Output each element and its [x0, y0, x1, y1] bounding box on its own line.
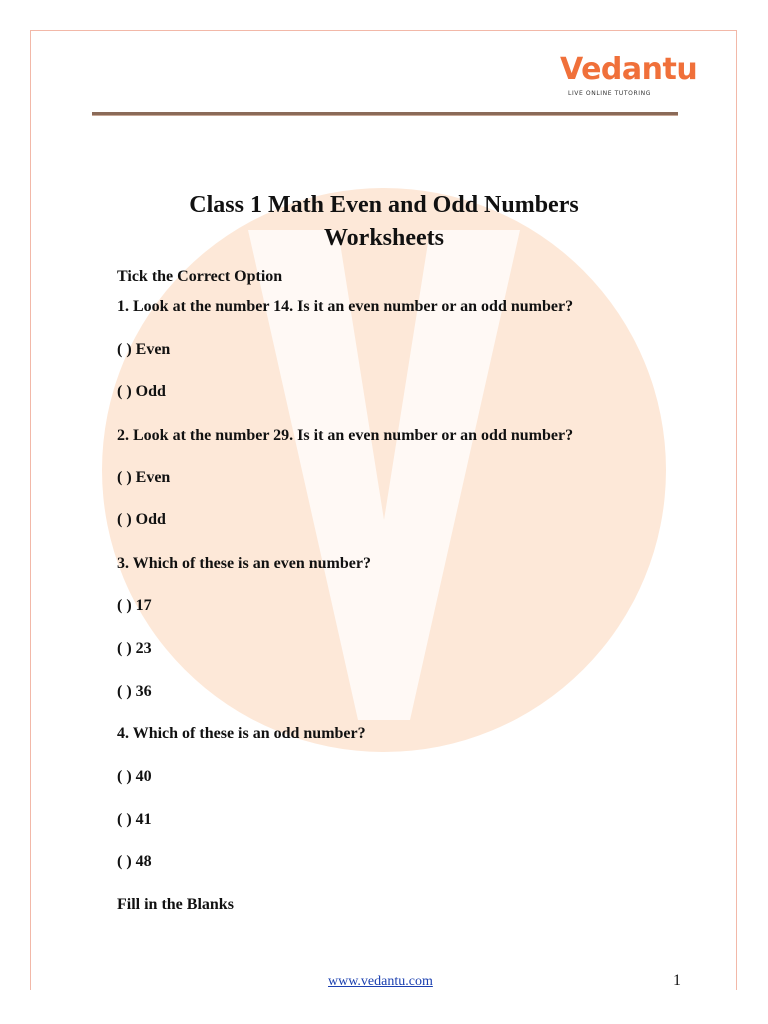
logo-tagline: LIVE ONLINE TUTORING [568, 90, 651, 97]
question-3-option-17: ( ) 17 [117, 597, 152, 614]
question-4-option-48: ( ) 48 [117, 853, 152, 870]
question-3-option-23: ( ) 23 [117, 640, 152, 657]
title-line-2: Worksheets [324, 225, 444, 251]
logo-wordmark: Vedantu [560, 52, 698, 87]
question-2: 2. Look at the number 29. Is it an even number or an odd number? [117, 427, 574, 444]
question-1-option-odd: ( ) Odd [117, 383, 166, 400]
question-4-option-41: ( ) 41 [117, 811, 152, 828]
question-4-option-40: ( ) 40 [117, 768, 152, 785]
question-3-option-36: ( ) 36 [117, 683, 152, 700]
section-heading-tick: Tick the Correct Option [117, 268, 283, 285]
question-1: 1. Look at the number 14. Is it an even number or an odd number? [117, 298, 574, 315]
question-4: 4. Which of these is an odd number? [117, 725, 366, 742]
question-2-option-odd: ( ) Odd [117, 511, 166, 528]
footer-website-link[interactable]: www.vedantu.com [328, 974, 433, 989]
vedantu-logo[interactable] [556, 50, 698, 100]
page-title [100, 189, 668, 255]
title-line-1: Class 1 Math Even and Odd Numbers [189, 192, 579, 218]
section-heading-fill: Fill in the Blanks [117, 896, 234, 913]
question-3: 3. Which of these is an even number? [117, 555, 371, 572]
question-1-option-even: ( ) Even [117, 341, 171, 358]
question-2-option-even: ( ) Even [117, 469, 171, 486]
header-rule [92, 112, 678, 116]
page-number: 1 [673, 972, 681, 989]
